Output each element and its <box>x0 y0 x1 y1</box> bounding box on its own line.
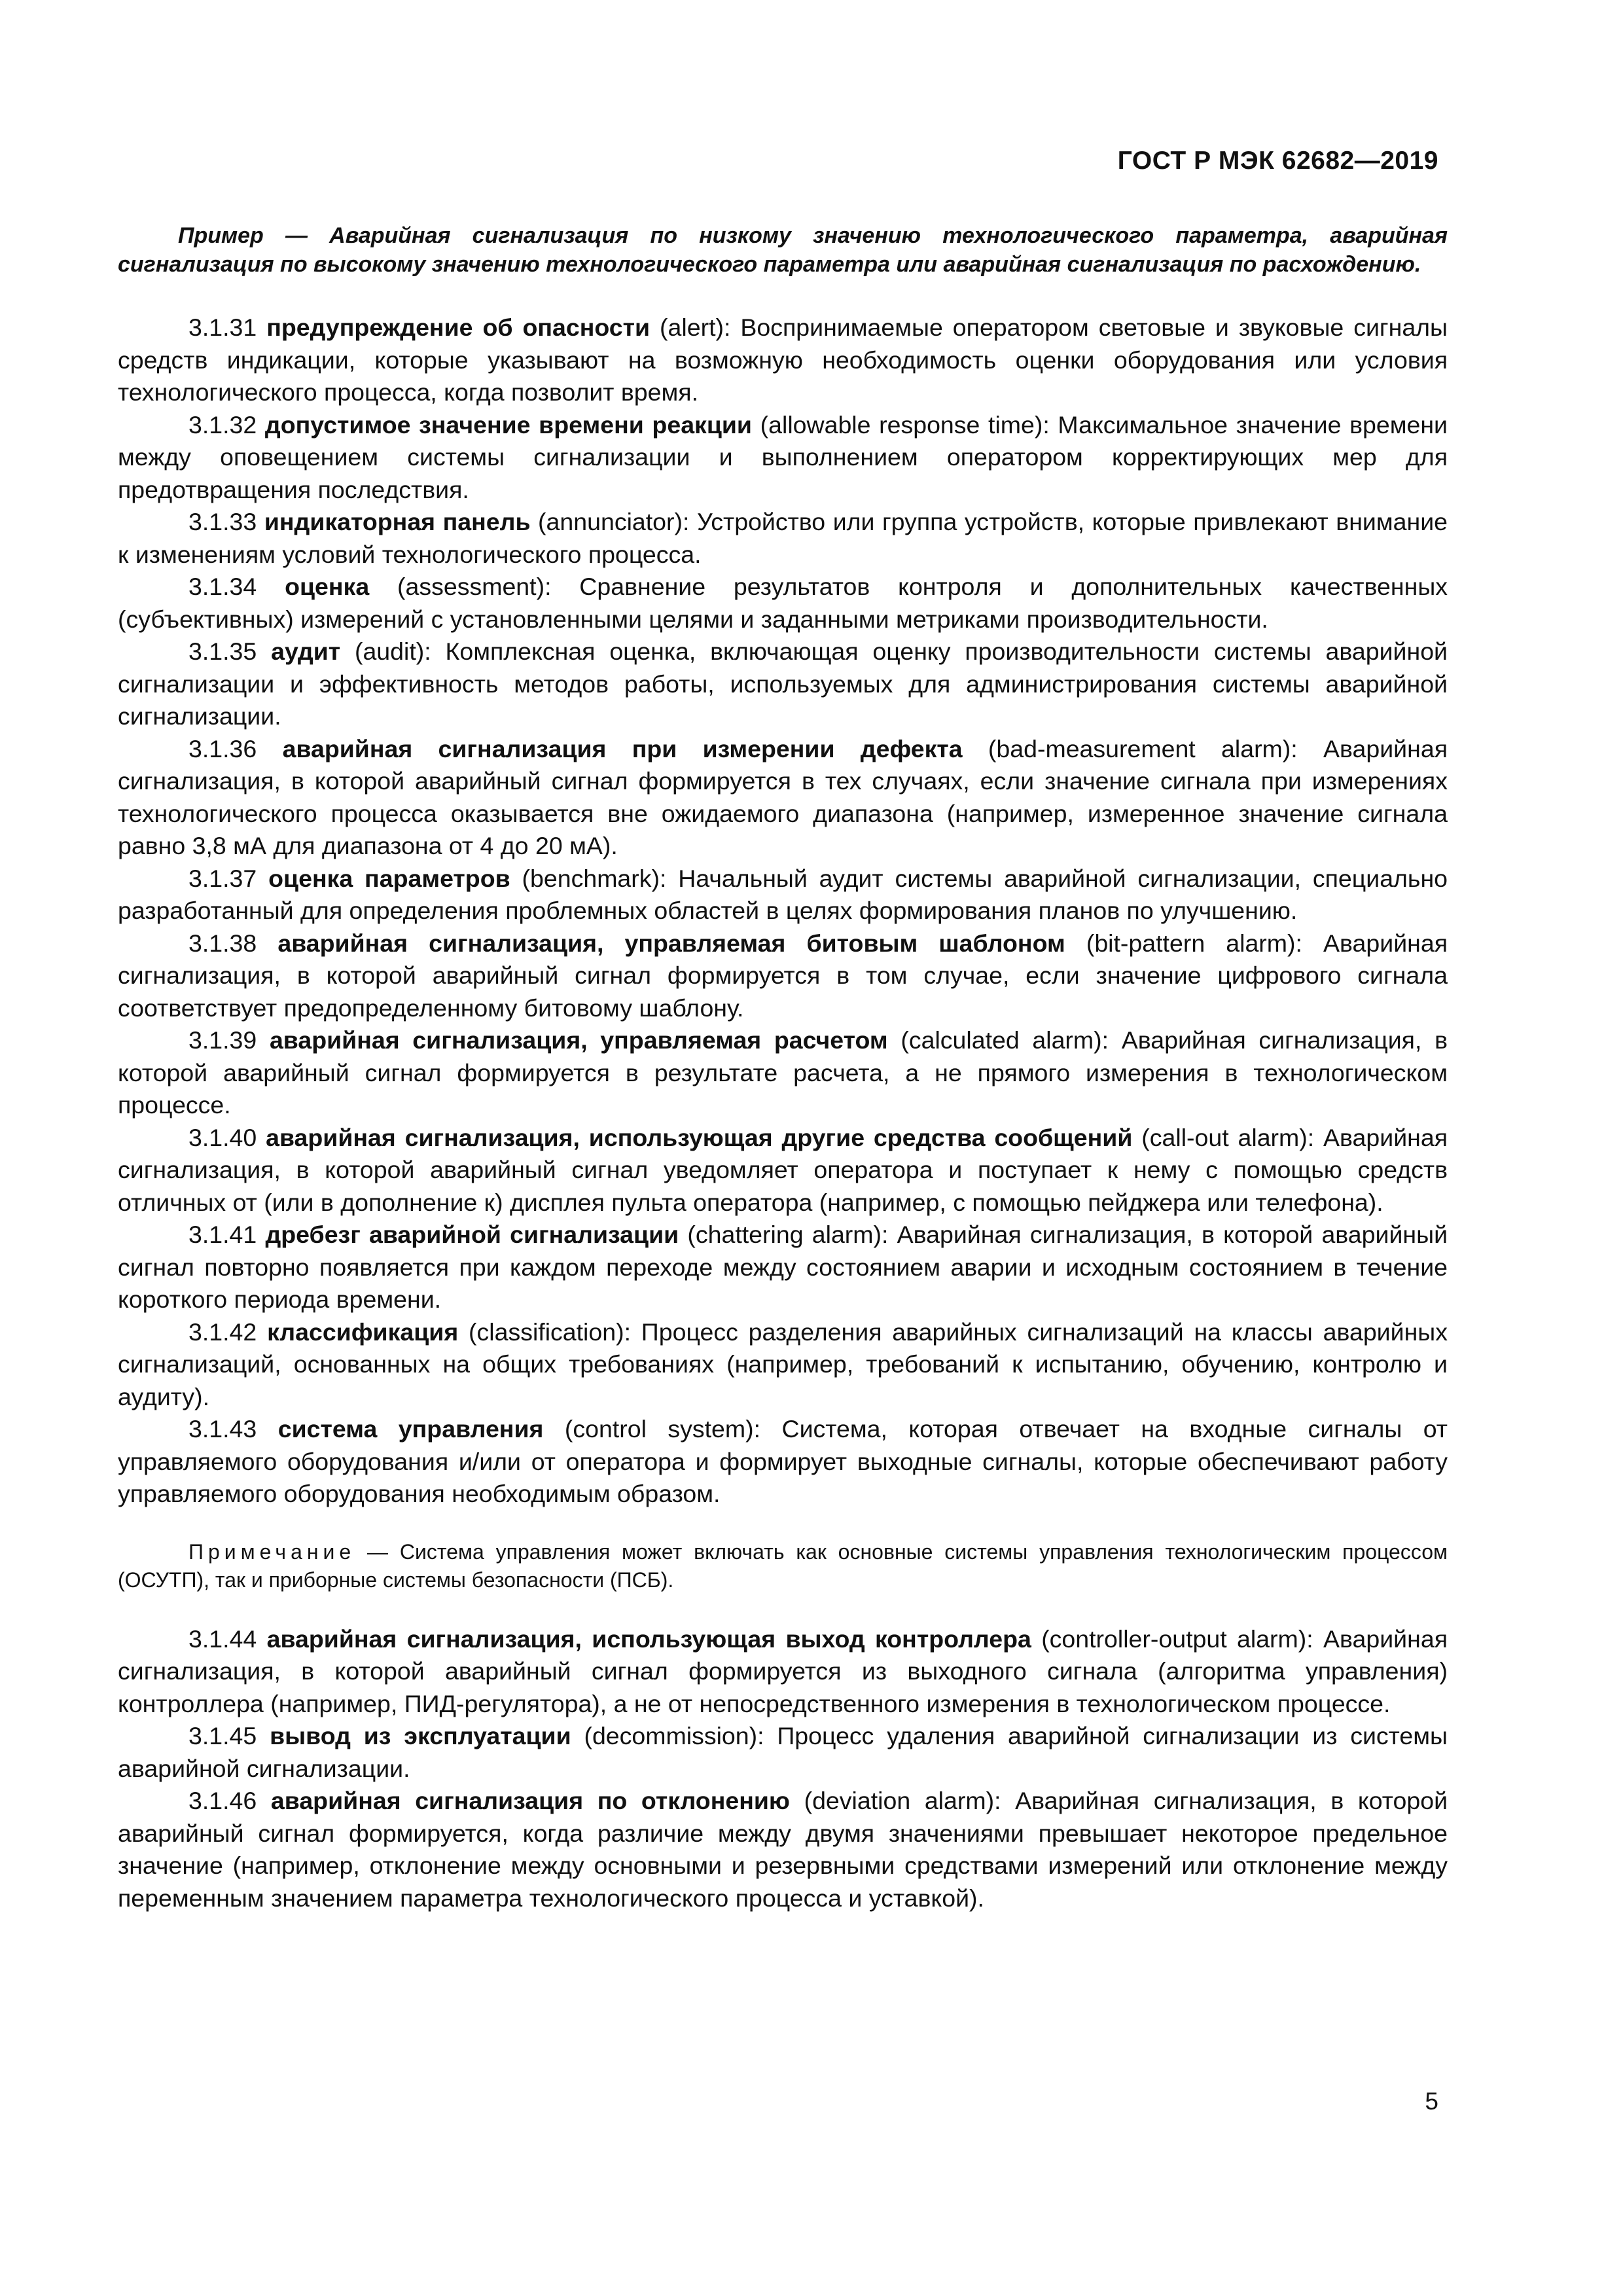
example-paragraph: Пример — Аварийная сигнализация по низкому значению технологического параметра, аварийная сигнализация по высокому значению технологического параметра или аварийная сигнализация по расхождению. <box>118 223 1448 277</box>
definition-body: : Аварийная сигнализация, в которой аварийный сигнал формируется в тех случаях, если значение сигнала при измерениях технологического процесса оказывается вне ожидаемого диапазона (например, измеренное значение сигнала равно 3,8 мА для диапазона от 4 до 20 мА). <box>118 734 1448 859</box>
definition-3-1-33 <box>118 506 1448 571</box>
definition-body: : Аварийная сигнализация, в которой аварийный сигнал формируется в результате расчета, а не прямого измерения в технологическом процессе. <box>118 1026 1448 1119</box>
definition-body: : Аварийная сигнализация, в которой аварийный сигнал повторно появляется при каждом переходе между состоянием аварии и исходным состоянием в течение короткого периода времени. <box>118 1221 1448 1313</box>
definition-body: : Процесс удаления аварийной сигнализации из системы аварийной сигнализации. <box>118 1722 1448 1782</box>
definition-term: аварийная сигнализация, управляемая расчетом <box>269 1026 888 1054</box>
definition-term: оценка <box>285 573 370 600</box>
definition-body: : Начальный аудит системы аварийной сигнализации, специально разработанный для определения проблемных областей в целях формирования планов по улучшению. <box>118 864 1448 924</box>
definition-number: 3.1.45 <box>188 1722 257 1749</box>
definition-english: (calculated alarm) <box>901 1026 1102 1054</box>
note-text: — Система управления может включать как основные системы управления технологическим процессом (ОСУТП), так и приборные системы безопасности (ПСБ). <box>118 1539 1448 1592</box>
definition-english: (bad-measurement alarm) <box>988 734 1291 762</box>
definition-body: : Сравнение результатов контроля и дополнительных качественных (субъективных) измерений с установленными целями и заданными метриками производительности. <box>118 573 1448 633</box>
definition-body: : Максимальное значение времени между оповещением системы сигнализации и выполнением оператором корректирующих мер для предотвращения последствия. <box>118 410 1448 503</box>
definition-3-1-32 <box>118 409 1448 507</box>
definition-term: аварийная сигнализация, управляемая битовым шаблоном <box>277 929 1065 957</box>
definition-number: 3.1.43 <box>188 1415 257 1443</box>
definition-3-1-40 <box>118 1122 1448 1219</box>
definition-term: аварийная сигнализация при измерении дефекта <box>282 734 963 762</box>
definition-number: 3.1.33 <box>188 508 257 535</box>
definition-body: : Аварийная сигнализация, в которой аварийный сигнал формируется, когда различие между двумя значениями превышает некоторое предельное значение (например, отклонение между основными и резервными средствами измерений или отклонение между переменным значением параметра технологического процесса и уставкой). <box>118 1787 1448 1912</box>
definition-number: 3.1.32 <box>188 410 257 439</box>
definition-number: 3.1.37 <box>188 864 257 892</box>
definition-3-1-46 <box>118 1785 1448 1914</box>
definition-3-1-31 <box>118 312 1448 409</box>
definition-3-1-42 <box>118 1316 1448 1414</box>
definition-number: 3.1.42 <box>188 1318 257 1346</box>
definitions-list-continued <box>118 1623 1448 1915</box>
definition-number: 3.1.39 <box>188 1026 257 1054</box>
definition-english: (alert) <box>660 314 724 341</box>
definition-number: 3.1.41 <box>188 1221 257 1248</box>
definition-number: 3.1.35 <box>188 637 257 665</box>
definition-number: 3.1.34 <box>188 573 257 600</box>
definition-english: (assessment) <box>397 573 545 600</box>
page-number: 5 <box>1425 2088 1438 2115</box>
definition-body: : Система, которая отвечает на входные сигналы от управляемого оборудования и/или от оператора и формирует выходные сигналы, которые обеспечивают работу управляемого оборудования необходимым образом. <box>118 1415 1448 1507</box>
definition-number: 3.1.36 <box>188 734 257 762</box>
definition-term: система управления <box>277 1415 544 1443</box>
definition-english: (call-out alarm) <box>1141 1123 1308 1151</box>
definition-term: допустимое значение времени реакции <box>264 410 752 439</box>
definition-3-1-37 <box>118 863 1448 927</box>
definition-english: (annunciator) <box>538 508 683 535</box>
definition-term: вывод из эксплуатации <box>270 1722 571 1749</box>
definition-number: 3.1.40 <box>188 1123 257 1151</box>
definition-term: индикаторная панель <box>264 508 531 535</box>
definition-english: (controller-output alarm) <box>1041 1624 1307 1653</box>
definition-3-1-39 <box>118 1024 1448 1122</box>
definition-term: аудит <box>271 637 341 665</box>
definition-term: аварийная сигнализация, использующая другие средства сообщений <box>266 1123 1133 1151</box>
definition-term: предупреждение об опасности <box>266 314 651 341</box>
definition-3-1-44 <box>118 1623 1448 1721</box>
definition-term: оценка параметров <box>268 864 510 892</box>
definition-english: (deviation alarm) <box>804 1787 995 1814</box>
definition-body: : Аварийная сигнализация, в которой аварийный сигнал формируется в том случае, если значение цифрового сигнала соответствует предопределенному битовому шаблону. <box>118 929 1448 1022</box>
definition-term: классификация <box>267 1318 459 1346</box>
definition-3-1-41 <box>118 1219 1448 1316</box>
definition-body: : Процесс разделения аварийных сигнализаций на классы аварийных сигнализаций, основанных на общих требованиях (например, требований к испытанию, обучению, контролю и аудиту). <box>118 1318 1448 1410</box>
note-label: Примечание <box>188 1539 356 1564</box>
definition-english: (decommission) <box>584 1722 758 1749</box>
definition-english: (control system) <box>564 1415 754 1443</box>
definition-term: аварийная сигнализация по отклонению <box>270 1787 790 1814</box>
definition-english: (allowable response time) <box>760 410 1043 439</box>
standard-header: ГОСТ Р МЭК 62682—2019 <box>1117 147 1438 175</box>
note-paragraph <box>118 1538 1448 1594</box>
definition-body: : Аварийная сигнализация, в которой аварийный сигнал уведомляет оператора и поступает к нему с помощью средств отличных от (или в дополнение к) дисплея пульта оператора (например, с помощью пейджера или телефона). <box>118 1123 1448 1216</box>
definition-english: (bit-pattern alarm) <box>1086 929 1296 957</box>
definition-3-1-38 <box>118 927 1448 1025</box>
definition-english: (chattering alarm) <box>687 1221 882 1248</box>
definition-term: дребезг аварийной сигнализации <box>265 1221 679 1248</box>
definition-english: (classification) <box>469 1318 624 1346</box>
definition-body: : Воспринимаемые оператором световые и звуковые сигналы средств индикации, которые указывают на возможную необходимость оценки оборудования или условия технологического процесса, когда позволит время. <box>118 314 1448 406</box>
definition-3-1-35 <box>118 636 1448 733</box>
page-content <box>118 221 1448 1914</box>
definition-number: 3.1.31 <box>188 314 257 341</box>
definition-3-1-36 <box>118 733 1448 863</box>
definition-number: 3.1.44 <box>188 1624 257 1653</box>
definition-3-1-45 <box>118 1720 1448 1785</box>
definition-english: (benchmark) <box>522 864 660 892</box>
definition-number: 3.1.38 <box>188 929 257 957</box>
definition-number: 3.1.46 <box>188 1787 257 1814</box>
definition-body: : Устройство или группа устройств, которые привлекают внимание к изменениям условий технологического процесса. <box>118 508 1448 568</box>
definition-body: : Аварийная сигнализация, в которой аварийный сигнал формируется из выходного сигнала (алгоритма управления) контроллера (например, ПИД-регулятора), а не от непосредственного измерения в технологическом процессе. <box>118 1624 1448 1717</box>
definition-3-1-43 <box>118 1413 1448 1511</box>
definition-3-1-34 <box>118 571 1448 636</box>
definition-term: аварийная сигнализация, использующая выход контроллера <box>266 1624 1031 1653</box>
definition-body: : Комплексная оценка, включающая оценку производительности системы аварийной сигнализации и эффективность методов работы, используемых для администрирования системы аварийной сигнализации. <box>118 637 1448 730</box>
definition-english: (audit) <box>354 637 425 665</box>
definitions-list <box>118 312 1448 1511</box>
